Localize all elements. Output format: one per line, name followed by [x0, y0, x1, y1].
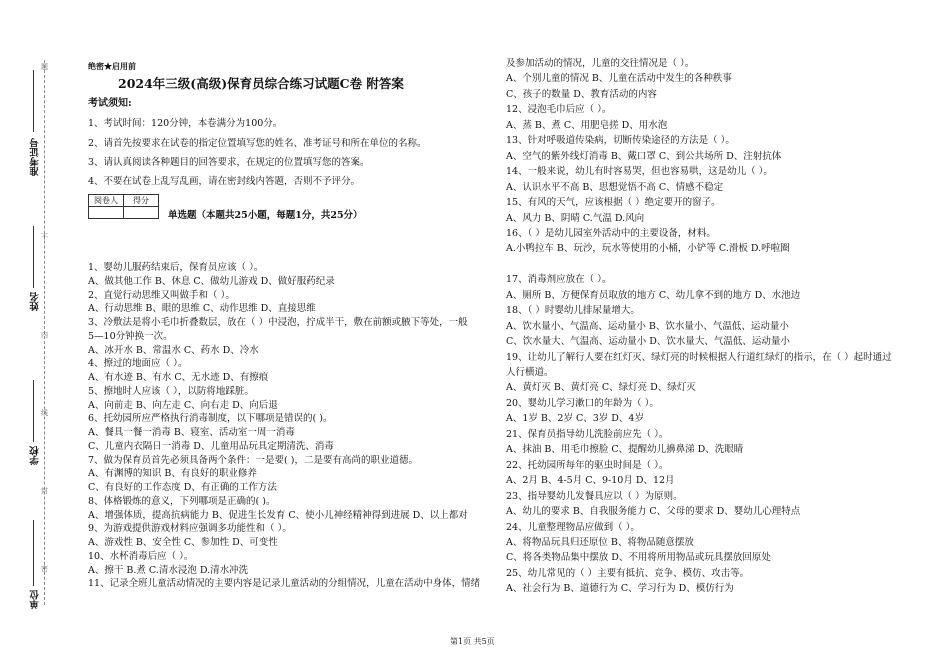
notice-item: 3、请认真阅读各种题目的回答要求，在规定的位置填写您的答案。	[88, 157, 370, 168]
secret-mark: 绝密★启用前	[88, 61, 136, 71]
answer-options: A、风力 B、阴晴 C.气温 D.风向	[506, 212, 645, 224]
seal-mark: 不	[41, 233, 48, 241]
page-number: 第1页 共5页	[450, 637, 495, 646]
question-text: 11、记录全班儿童活动情况的主要内容是记录儿童活动的分组情况，儿童在活动中身体，情绪	[88, 578, 481, 590]
notice-item: 4、不要在试卷上乱写乱画，请在密封线内答题，否则不予评分。	[88, 176, 361, 187]
question-text: 14、一般来说，幼儿有时容易哭，但也容易哄，这是幼儿（ ）。	[506, 166, 773, 178]
grader-header: 阅卷人	[89, 195, 124, 207]
question-text: 2、直觉行动思维又叫做手和（ ）。	[88, 289, 235, 301]
question-text: 25、幼儿常见的（ ）主要有抵抗、竞争、模仿、攻击等。	[506, 567, 750, 579]
seal-mark: 内	[41, 331, 48, 339]
school-line	[33, 380, 34, 442]
answer-options: A、黄灯灭 B、黄灯亮 C、绿灯亮 D、绿灯灭	[506, 382, 696, 394]
score-header: 得分	[124, 195, 159, 207]
exam-number-label: 准考证号	[30, 138, 41, 176]
answer-options: C、将各类物品集中摆放 D、不用将所用物品或玩具摆放回原处	[506, 552, 771, 564]
answer-options: A、空气的紫外线灯消毒 B、戴口罩 C、到公共场所 D、注射抗体	[506, 150, 782, 162]
answer-options: A、有渊博的知识 B、有良好的职业修养	[88, 468, 257, 480]
question-text: 8、体格锻炼的意义，下列哪项是正确的( )。	[88, 495, 276, 507]
seal-mark: 密	[41, 565, 48, 573]
question-text: 23、指导婴幼儿发餐具应以（ ）为原则。	[506, 490, 683, 502]
question-text: 16、（ ）是幼儿园室外活动中的主要设备，材料。	[506, 227, 716, 239]
question-text: 19、让幼儿了解行人要在红灯灭、绿灯亮的时候根据人行道红绿灯的指示，在（ ）起时通过	[506, 351, 892, 363]
answer-options: A、餐具一餐一消毒 B、寝室、活动室一周一消毒	[88, 427, 295, 438]
answer-options: A、行动思维 B、眼的思维 C、动作思维 D、直接思维	[88, 303, 316, 315]
question-text: 6、托幼园所应严格执行消毒制度，以下哪项是错误的( )。	[88, 413, 333, 425]
answer-options: A、增强体质，提高抗病能力 B、促进生长发育 C、使小儿神经精神得到进展 D、以上都对	[88, 509, 468, 521]
question-text: 及参加活动的情况，儿童的交往情况是（ ）。	[506, 58, 695, 69]
answer-options: A、擦干 B.煮 C.清水浸泡 D.清水冲洗	[88, 564, 249, 576]
answer-options: A、抹油 B、用毛巾擦脸 C、提醒幼儿擤鼻涕 D、洗眼睛	[506, 444, 744, 456]
score-cell[interactable]	[124, 207, 159, 219]
question-text: 4、擦过的地面应（ ）。	[88, 358, 188, 370]
answer-options: A、厕所 B、方便保育员取放的地方 C、幼儿拿不到的地方 D、水池边	[506, 289, 801, 301]
question-text: 17、消毒剂应放在（ ）。	[506, 274, 612, 286]
question-text: 5、擦地时人应该（ ），以防将地踩脏。	[88, 385, 254, 397]
unit-line	[33, 520, 34, 586]
section-title: 单选题（本题共25小题，每题1分，共25分）	[168, 210, 363, 221]
question-text: 18、（ ）时婴幼儿排尿量增大。	[506, 305, 640, 317]
school-label: 学校	[30, 446, 41, 465]
answer-options: A、向前走 B、向左走 C、向右走 D、向后退	[88, 399, 278, 411]
notice-title: 考试须知:	[88, 98, 132, 109]
grader-cell[interactable]	[89, 207, 124, 219]
question-text: 3、冷敷法是将小毛巾折叠数层，放在（ ）中浸泡，拧成半干，敷在前额或腋下等处，一般	[88, 317, 468, 328]
notice-item: 2、请首先按要求在试卷的指定位置填写您的姓名、准考证号和所在单位的名称。	[88, 138, 427, 149]
answer-options: A、认识水平不高 B、思想觉悟不高 C、情感不稳定	[506, 181, 724, 193]
answer-options: C、儿童内衣隔日一消毒 D、儿童用品玩具定期清洗、消毒	[88, 440, 334, 452]
answer-options: C、孩子的数量 D、教育活动的内容	[506, 88, 657, 100]
name-line	[33, 226, 34, 288]
answer-options: A、1岁 B、2岁 C、3岁 D、4岁	[506, 413, 644, 425]
answer-options: A、蒸 B、煮 C、用肥皂搓 D、用水泡	[506, 119, 668, 131]
name-label: 姓名	[30, 292, 41, 311]
answer-options: A、冰开水 B、常温水 C、药水 D、冷水	[88, 344, 259, 356]
answer-options: A.小鸭拉车 B、玩沙，玩水等使用的小桶，小铲等 C.滑板 D.呼啦圈	[506, 243, 790, 255]
question-text: 22、托幼园所每年的驱虫时间是（ ）。	[506, 459, 669, 471]
answer-options: C、有良好的工作态度 D、有正确的工作方法	[88, 482, 277, 493]
answer-options: A、做其他工作 B、休息 C、做幼儿游戏 D、做好服药纪录	[88, 275, 335, 287]
question-text: 7、做为保育员首先必须具备两个条件：一是要( )，二是要有高尚的职业道德。	[88, 454, 418, 466]
exam-number-line	[33, 70, 34, 132]
question-text: 20、婴幼儿学习漱口的年龄为（ ）。	[506, 397, 659, 409]
answer-options: A、2月 B、4-5月 C、9-10月 D、12月	[506, 475, 675, 487]
seal-mark: 线	[41, 409, 48, 417]
notice-item: 1、考试时间：120分钟，本卷满分为100分。	[88, 118, 283, 129]
question-text: 10、水杯消毒后应（ ）。	[88, 550, 194, 562]
question-text: 21、保育员指导幼儿洗脸前应先（ ）。	[506, 428, 669, 440]
answer-options: A、幼儿的要求 B、自我服务能力 C、父母的要求 D、婴幼儿心理特点	[506, 506, 801, 518]
question-text: 5—10分钟换一次。	[88, 330, 173, 342]
answer-options: C、饮水量大、气温高、运动量小 D、饮水量大、气温低、运动量小	[506, 336, 790, 348]
answer-options: A、个别儿童的情况 B、儿童在活动中发生的各种秩事	[506, 73, 732, 85]
answer-options: A、社会行为 B、道德行为 C、学习行为 D、模仿行为	[506, 583, 734, 595]
question-text: 人行横道。	[506, 367, 554, 378]
unit-label: 单位	[30, 590, 41, 609]
question-text: 9、为游戏提供游戏材料应强调多功能性和（ ）。	[88, 523, 292, 535]
answer-options: A、游戏性 B、安全性 C、参加性 D、可变性	[88, 537, 278, 548]
question-text: 13、针对呼吸道传染病，切断传染途径的方法是（ ）。	[506, 135, 735, 147]
seal-mark: 封	[41, 487, 48, 495]
question-text: 12、浸泡毛巾后应（ ）。	[506, 104, 612, 116]
score-table	[88, 194, 159, 219]
question-text: 15、有风的天气，应该根据（ ）绝定要开的窗子。	[506, 197, 721, 209]
seal-mark: 题	[41, 63, 48, 71]
answer-options: A、将物品玩具归还原位 B、将物品随意摆放	[506, 536, 694, 548]
answer-options: A、有水迹 B、有水 C、无水迹 D、有擦痕	[88, 372, 269, 383]
exam-title: 2024年三级(高级)保育员综合练习试题C卷 附答案	[118, 76, 404, 91]
answer-options: A、饮水量小、气温高、运动量小 B、饮水量小、气温低、运动量小	[506, 320, 789, 332]
question-text: 24、儿童整理物品应做到（ ）。	[506, 521, 640, 533]
question-text: 1、婴幼儿服药结束后，保育员应该（ ）。	[88, 262, 264, 273]
